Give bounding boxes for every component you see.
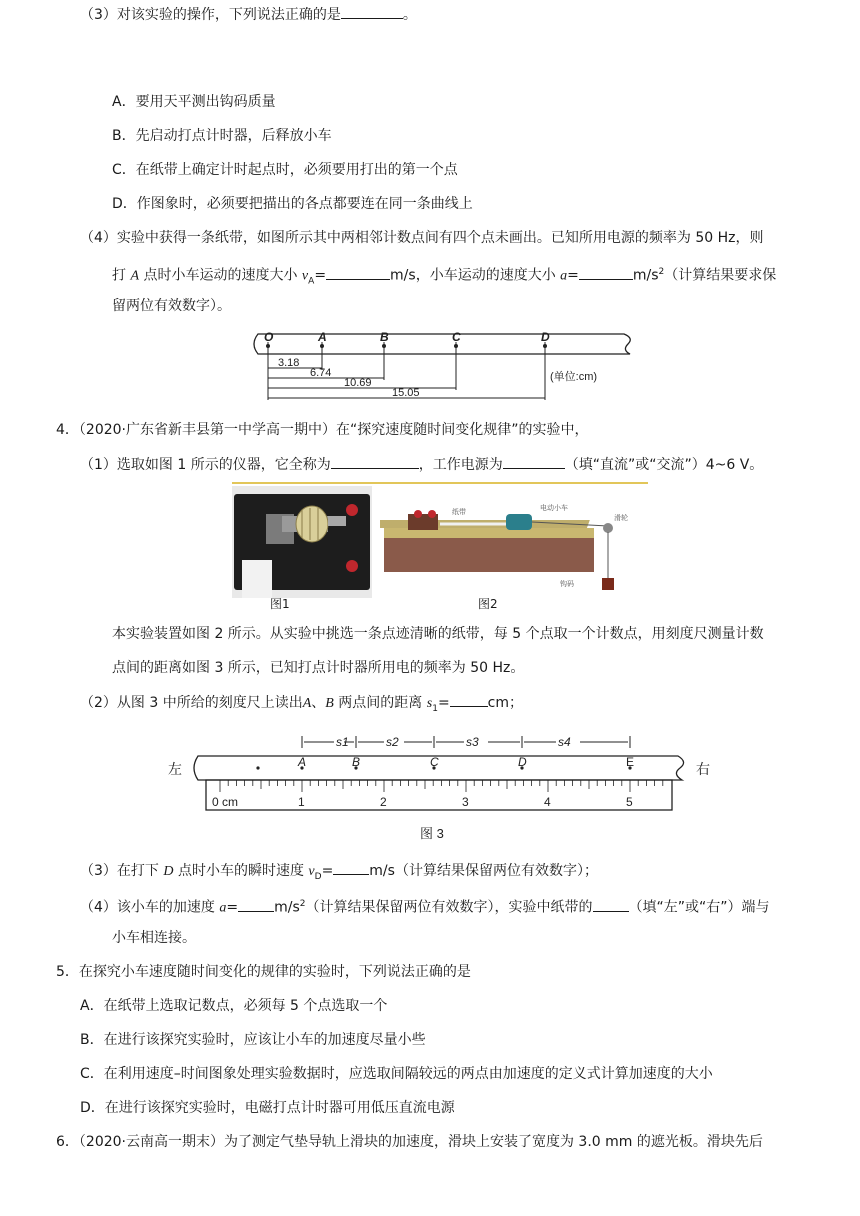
label-weight: 钩码 bbox=[560, 581, 574, 588]
q5-head: 5．在探究小车速度随时间变化的规律的实验时，下列说法正确的是 bbox=[56, 964, 471, 980]
q4-head: 4．（2020·广东省新丰县第一中学高一期中）在“探究速度随时间变化规律”的实验中， bbox=[56, 422, 589, 438]
ruler-right: 右 bbox=[696, 761, 710, 777]
ruler-point-d: D bbox=[518, 755, 527, 769]
q3-part4-line3: 留两位有效数字）。 bbox=[112, 298, 231, 314]
fig2-caption: 图2 bbox=[478, 597, 498, 611]
tape-label-b: B bbox=[380, 330, 389, 344]
q4-part2: （2）从图 3 中所给的刻度尺上读出A、B 两点间的距离 $s_1=$ cm； bbox=[80, 692, 523, 719]
q3-option-b: B．先启动打点计时器，后释放小车 bbox=[112, 128, 332, 144]
paper-tape-figure bbox=[252, 328, 636, 408]
q6-head: 6．（2020·云南高一期末）为了测定气垫导轨上滑块的加速度，滑块上安装了宽度为 3.0 mm 的遮光板。滑块先后 bbox=[56, 1134, 763, 1150]
timer-photo bbox=[232, 486, 372, 598]
ruler-point-c: C bbox=[430, 755, 439, 769]
q4-para2: 点间的距离如图 3 所示，已知打点计时器所用电的频率为 50 Hz。 bbox=[112, 660, 525, 676]
ruler-point-e: E bbox=[626, 755, 635, 769]
answer-blank[interactable] bbox=[341, 4, 403, 19]
ruler-figure bbox=[168, 728, 720, 844]
tick-0: 0 cm bbox=[212, 795, 239, 809]
q3-option-d: D．作图象时，必须要把描出的各点都要连在同一条曲线上 bbox=[112, 196, 473, 212]
end-blank[interactable] bbox=[593, 897, 629, 912]
apparatus-photo bbox=[380, 492, 648, 598]
name-blank[interactable] bbox=[331, 454, 419, 469]
tick-1: 1 bbox=[298, 795, 305, 809]
q3-part3: （3）对该实验的操作，下列说法正确的是 。 bbox=[80, 4, 417, 25]
q3-option-a: A．要用天平测出钩码质量 bbox=[112, 94, 276, 110]
tick-4: 4 bbox=[544, 795, 551, 809]
q5-option-c: C．在利用速度–时间图象处理实验数据时，应选取间隔较远的两点由加速度的定义式计算加速度的大小 bbox=[80, 1066, 713, 1082]
q3-part4-line1: （4）实验中获得一条纸带，如图所示其中两相邻计数点间有四个点未画出。已知所用电源的频率为 50 Hz，则 bbox=[80, 230, 764, 246]
fig3-caption: 图 3 bbox=[420, 826, 444, 841]
q4-para1: 本实验装置如图 2 所示。从实验中挑选一条点迹清晰的纸带，每 5 个点取一个计数点，用刻度尺测量计数 bbox=[112, 626, 764, 642]
vd-blank[interactable] bbox=[333, 860, 369, 875]
power-blank[interactable] bbox=[503, 454, 565, 469]
ruler-point-b: B bbox=[352, 755, 361, 769]
tape-label-d: D bbox=[541, 330, 550, 344]
seg-s1: s1 bbox=[336, 735, 349, 749]
tick-3: 3 bbox=[462, 795, 469, 809]
dist-ob: 6.74 bbox=[310, 367, 332, 379]
tick-5: 5 bbox=[626, 795, 633, 809]
figure-top-rule bbox=[232, 482, 648, 484]
dist-od: 15.05 bbox=[392, 387, 420, 399]
q5-option-d: D．在进行该探究实验时，电磁打点计时器可用低压直流电源 bbox=[80, 1100, 455, 1116]
q3-option-c: C．在纸带上确定计时起点时，必须要用打出的第一个点 bbox=[112, 162, 458, 178]
q4-part4: （4）该小车的加速度 $a= m/s^2$（计算结果保留两位有效数字），实验中纸带的 （填“左”或“右”）端与 bbox=[80, 894, 770, 919]
ruler-left: 左 bbox=[168, 761, 182, 777]
label-tape: 纸带 bbox=[452, 509, 466, 516]
tape-label-c: C bbox=[452, 330, 461, 344]
q3-part4-line2: 打 A 点时小车运动的速度大小 $v_A= m/s$，小车运动的速度大小 $a= m/s^2$（计算结果要求保 bbox=[112, 262, 776, 291]
fig1-caption: 图1 bbox=[270, 597, 290, 611]
dist-oc: 10.69 bbox=[344, 377, 372, 389]
accel-blank[interactable] bbox=[238, 897, 274, 912]
ruler-point-a: A bbox=[298, 755, 307, 769]
q4-part1: （1）选取如图 1 所示的仪器，它全称为 ，工作电源为 （填“直流”或“交流”）4~6 V。 bbox=[80, 454, 763, 475]
seg-s3: s3 bbox=[466, 735, 479, 749]
s1-blank[interactable] bbox=[450, 692, 488, 707]
seg-s2: s2 bbox=[386, 735, 399, 749]
label-car: 电动小车 bbox=[540, 505, 568, 512]
tick-2: 2 bbox=[380, 795, 387, 809]
tape-unit: (单位:cm) bbox=[550, 371, 598, 383]
tape-label-o: O bbox=[264, 330, 274, 344]
a-answer-blank[interactable] bbox=[579, 265, 633, 280]
q4-part4-cont: 小车相连接。 bbox=[112, 930, 196, 946]
seg-s4: s4 bbox=[558, 735, 571, 749]
q4-part3: （3）在打下 D 点时小车的瞬时速度 $v_D= m/s$（计算结果保留两位有效数字）； bbox=[80, 860, 598, 887]
dist-oa: 3.18 bbox=[278, 357, 300, 369]
q5-option-a: A．在纸带上选取记数点，必须每 5 个点选取一个 bbox=[80, 998, 388, 1014]
q5-option-b: B．在进行该探究实验时，应该让小车的加速度尽量小些 bbox=[80, 1032, 426, 1048]
va-answer-blank[interactable] bbox=[326, 265, 390, 280]
tape-label-a: A bbox=[318, 330, 327, 344]
label-pulley: 滑轮 bbox=[614, 515, 628, 522]
